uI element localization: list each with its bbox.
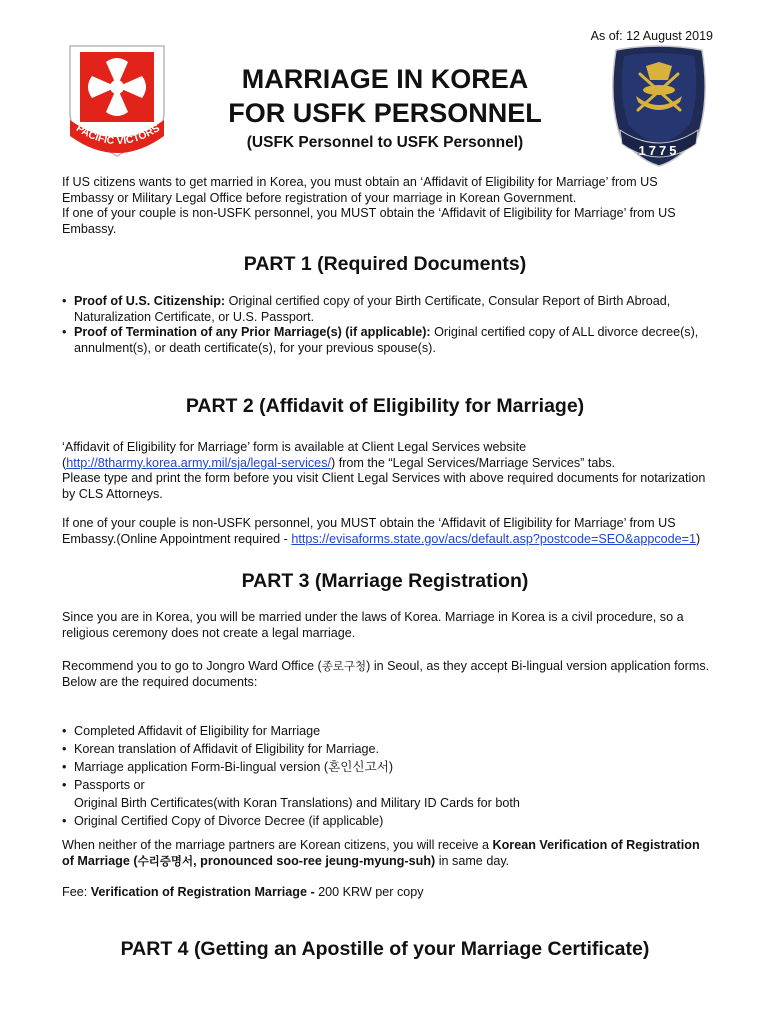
- part2-section: [62, 440, 712, 547]
- part3-paragraph-1: Since you are in Korea, you will be married under the laws of Korea. Marriage in Korea is a civil procedure, so a religious ceremony does not create a legal marriage.: [62, 610, 684, 640]
- list-item: [62, 294, 712, 325]
- part3-section: [62, 610, 712, 690]
- part2-heading: PART 2 (Affidavit of Eligibility for Marriage): [185, 395, 585, 417]
- intro-paragraph-2: If one of your couple is non-USFK personnel, you MUST obtain the ‘Affidavit of Eligibility for Marriage’ from US Embassy.: [62, 206, 676, 236]
- part1-heading: PART 1 (Required Documents): [243, 253, 527, 275]
- item-label: Proof of Termination of any Prior Marriage(s) (if applicable):: [74, 325, 431, 339]
- intro-section: [62, 175, 712, 237]
- list-item: • Original Certified Copy of Divorce Decree (if applicable): [62, 812, 712, 830]
- part4-heading: PART 4 (Getting an Apostille of your Marriage Certificate): [120, 938, 650, 960]
- page-title-line2: FOR USFK PERSONNEL: [228, 98, 542, 128]
- page-title-line1: MARRIAGE IN KOREA: [241, 64, 529, 94]
- evisa-appointment-link[interactable]: https://evisaforms.state.gov/acs/default.asp?postcode=SEO&appcode=1: [291, 531, 697, 546]
- as-of-date: As of: 12 August 2019: [590, 29, 713, 43]
- list-item: • Passports or Original Birth Certificates(with Koran Translations) and Military ID Cards for both: [62, 776, 712, 812]
- right-logo-text: 1775: [638, 143, 680, 158]
- part2-paragraph-2: Please type and print the form before you visit Client Legal Services with above required documents for notarization by CLS Attorneys.: [62, 471, 706, 501]
- list-item: • Marriage application Form-Bi-lingual version (혼인신고서): [62, 758, 712, 776]
- page-subtitle: (USFK Personnel to USFK Personnel): [246, 134, 524, 151]
- item-label: Proof of U.S. Citizenship:: [74, 294, 226, 308]
- intro-paragraph-1: If US citizens wants to get married in Korea, you must obtain an ‘Affidavit of Eligibility for Marriage’ from US Embassy or Military Legal Office before registration of your marriage in Korean Government.: [62, 175, 658, 205]
- part3-paragraph-3: Below are the required documents:: [62, 674, 258, 689]
- item-text: Original certified copy of your Birth Certificate, Consular Report of Birth Abroad, Naturalization Certificate, or U.S. Passport.: [74, 294, 671, 324]
- part1-list: [62, 294, 712, 356]
- part3-paragraph-2: Recommend you to go to Jongro Ward Office (종로구청) in Seoul, as they accept Bi-lingual version application forms.: [62, 659, 710, 673]
- part3-heading: PART 3 (Marriage Registration): [241, 570, 529, 592]
- verification-paragraph: When neither of the marriage partners are Korean citizens, you will receive a Korean Verification of Registration of Marriage (수리증명서, pronounced soo-ree jeung-myung-suh) in same day.: [62, 838, 700, 868]
- item-text: Original certified copy of ALL divorce decree(s), annulment(s), or death certificate(s), for your previous spouse(s).: [74, 325, 699, 355]
- list-item: • Korean translation of Affidavit of Eligibility for Marriage.: [62, 740, 712, 758]
- left-logo-text: PACIFIC VICTORS: [74, 122, 162, 148]
- part2-paragraph-3: If one of your couple is non-USFK personnel, you MUST obtain the ‘Affidavit of Eligibility for Marriage’ from US Embassy.(Online Appointment required - https://evisaforms.state.gov/acs/default.asp?postcode=SEO&appcode=1): [62, 516, 701, 546]
- part3-list: [62, 722, 712, 830]
- list-item: [62, 325, 712, 356]
- part2-paragraph-1: ‘Affidavit of Eligibility for Marriage’ form is available at Client Legal Services website (http://8tharmy.korea.army.mil/sja/legal-services/) from the “Legal Services/Marriage Services” tabs.: [62, 440, 616, 470]
- fee-line: Fee: Verification of Registration Marriage - 200 KRW per copy: [62, 885, 424, 899]
- cls-website-link[interactable]: http://8tharmy.korea.army.mil/sja/legal-services/: [66, 455, 331, 470]
- list-item: • Completed Affidavit of Eligibility for Marriage: [62, 722, 712, 740]
